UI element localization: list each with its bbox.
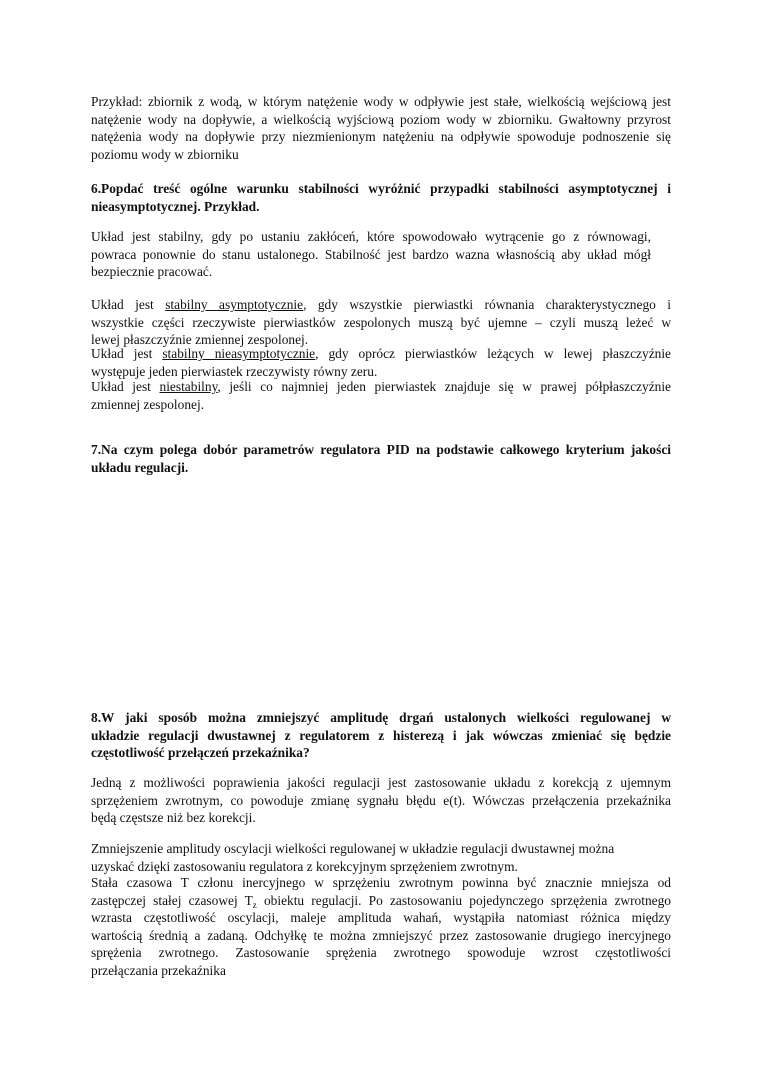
asym-rest: , gdy wszystkie pierwiastki równania charakterystycznego i xyxy=(303,297,671,312)
example-paragraph xyxy=(91,93,671,163)
text-line: natężenie wody na dopływie, a wielkością wyjściową poziom wody w zbiorniku. Gwałtowny przyrost xyxy=(91,111,671,127)
text-line: Zmniejszenie amplitudy oscylacji wielkości regulowanej w układzie regulacji dwustawnej można xyxy=(91,841,615,856)
nonasym-prefix: Układ jest xyxy=(91,346,153,361)
heading-line: 8.W jaki sposób można zmniejszyć amplitudę drgań ustalonych wielkości regulowanej w xyxy=(91,710,671,725)
asym-prefix: Układ jest xyxy=(91,297,154,312)
heading-line: częstotliwość przełączeń przekaźnika? xyxy=(91,745,310,760)
asym-term: stabilny asymptotycznie xyxy=(165,297,304,312)
heading-line: 6.Popdać treść ogólne warunku stabilności wyróżnić przypadki stabilności asymptotycznej i xyxy=(91,181,671,196)
nonasymptotic-stability-paragraph xyxy=(91,345,671,380)
unstable-prefix: Układ jest xyxy=(91,379,151,394)
amplitude-reduction-paragraph xyxy=(91,840,671,875)
question-8-heading xyxy=(91,709,671,762)
heading-line: układu regulacji. xyxy=(91,459,189,475)
subscript: z xyxy=(252,899,257,910)
text-line: poziomu wody w zbiorniku xyxy=(91,146,239,162)
nonasym-rest: , gdy oprócz pierwiastków leżących w lewej płaszczyźnie xyxy=(315,346,671,361)
text-line: występuje jeden pierwiastek rzeczywisty równy zeru. xyxy=(91,363,378,379)
text-line: bezpiecznie pracować. xyxy=(91,264,213,279)
text-line xyxy=(91,892,671,910)
text-line: sprężenia zwrotnego. Zastosowanie sprężenia zwrotnego spowoduje wzrost częstotliwości xyxy=(91,945,671,960)
text-line: lewej płaszczyźnie zmiennej zespolonej. xyxy=(91,332,309,347)
text-line: natężenia wody na dopływie przy niezmienionym natężeniu na odpływie spowoduje podnoszenie się xyxy=(91,129,671,144)
heading-line: nieasymptotycznej. Przykład. xyxy=(91,198,260,214)
text-line xyxy=(91,378,671,396)
asymptotic-stability-paragraph xyxy=(91,296,671,349)
text-line: Stała czasowa T członu inercyjnego w sprzężeniu zwrotnym powinna być znacznie mniejsza od xyxy=(91,875,671,890)
nonasym-term: stabilny nieasymptotycznie xyxy=(162,346,316,361)
text-line: sprzężeniem zwrotnym, co powoduje zmianę sygnału błędu e(t). Wówczas przełączenia przekaźnika xyxy=(91,792,671,808)
text-line xyxy=(91,345,671,363)
text-line: powraca ponownie do stanu ustalonego. Stabilność jest bardzo wazna własnością aby układ mógł xyxy=(91,246,651,262)
text-line: wzrasta częstotliwość oscylacji, maleje amplituda wahań, wystąpiła natomiast różnica między xyxy=(91,910,671,925)
question-6-heading xyxy=(91,180,671,215)
text-line: będą częstsze niż bez korekcji. xyxy=(91,810,256,825)
stability-definition xyxy=(91,228,651,281)
text-line: Przykład: zbiornik z wodą, w którym natężenie wody w odpływie jest stałe, wielkością wejściową jest xyxy=(91,94,671,109)
text-line: wartością średnią a zadaną. Odchyłkę te można zmniejszyć przez zastosowanie drugiego inercyjnego xyxy=(91,927,671,943)
question-7-heading xyxy=(91,441,671,476)
text-line xyxy=(91,296,671,314)
heading-line: 7.Na czym polega dobór parametrów regulatora PID na podstawie całkowego kryterium jakości xyxy=(91,442,671,457)
unstable-term: niestabilny xyxy=(159,379,218,394)
text-fragment: obiektu regulacji. Po zastosowaniu pojedynczego sprzężenia zwrotnego xyxy=(256,892,672,908)
time-constant-paragraph xyxy=(91,874,671,979)
correction-paragraph xyxy=(91,774,671,827)
text-fragment: zastępczej stałej czasowej T xyxy=(91,892,253,908)
text-line: uzyskać dzięki zastosowaniu regulatora z korekcyjnym sprzężeniem zwrotnym. xyxy=(91,858,518,874)
text-line: przełączania przekaźnika xyxy=(91,962,226,978)
unstable-rest: , jeśli co najmniej jeden pierwiastek znajduje się w prawej półpłaszczyźnie xyxy=(217,379,671,394)
text-line: wszystkie części rzeczywiste pierwiastków zespolonych muszą być ujemne – czyli muszą leżeć w xyxy=(91,314,671,330)
text-line: Jedną z możliwości poprawienia jakości regulacji jest zastosowanie układu z korekcją z ujemnym xyxy=(91,775,671,790)
text-line: Układ jest stabilny, gdy po ustaniu zakłóceń, które spowodowało wytrącenie go z równowagi, xyxy=(91,229,651,244)
text-line: zmiennej zespolonej. xyxy=(91,396,205,412)
heading-line: układzie regulacji dwustawnej z regulatorem z histerezą i jak wówczas zmieniać się będzie xyxy=(91,727,671,743)
unstable-paragraph xyxy=(91,378,671,413)
